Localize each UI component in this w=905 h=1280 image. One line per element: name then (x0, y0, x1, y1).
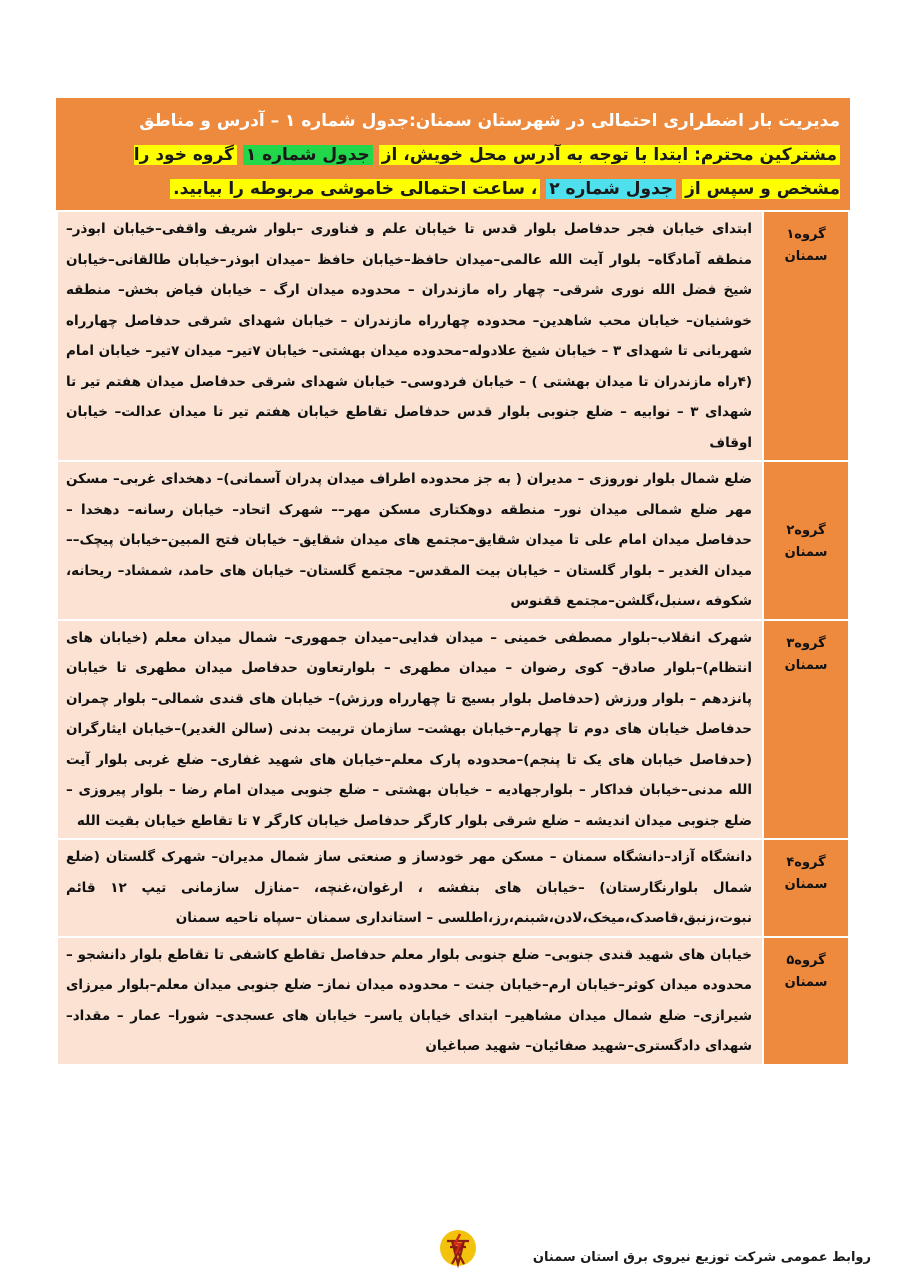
group-label-cell (763, 211, 849, 461)
table-row (57, 937, 849, 1065)
footer-org-text: روابط عمومی شرکت توزیع نیروی برق استان سمنان (532, 1250, 871, 1265)
group-city: سمنان (784, 657, 828, 673)
group-label-cell (763, 620, 849, 840)
header-title-main: مدیریت بار اضطراری احتمالی در شهرستان سمنان: (408, 111, 840, 131)
electric-tower-icon (438, 1228, 478, 1268)
outage-sheet (56, 98, 850, 1066)
group-number: گروه۵ (786, 952, 826, 968)
page-footer (0, 1222, 905, 1280)
group-label-cell (763, 839, 849, 937)
group-addresses: ضلع شمال بلوار نوروزی – مدیران ( به جز محدوده اطراف میدان پدران آسمانی)– دهخدای غربی– مسکن مهر ضلع شمالی میدان نور– منطقه دوهکتاری مسکن مهر–– شهرک اتحاد– خیابان رسانه– دهخدا –حدفاصل میدان امام علی تا میدان شقایق–مجتمع های میدان شقایق– خیابان فتح المبین–خیابان پیچک––میدان الغدیر – بلوار گلستان – خیابان بیت المقدس– مجتمع گلستان– خیابان های حامد، شمشاد– ریحانه، شکوفه ،سنبل،گلشن–مجتمع ققنوس (57, 461, 763, 620)
notice-table2-highlight: جدول شماره ۲ (546, 179, 676, 199)
group-number: گروه۱ (786, 227, 826, 242)
sheet-header (56, 98, 850, 210)
group-addresses: شهرک انقلاب–بلوار مصطفی خمینی – میدان فدایی–میدان جمهوری– شمال میدان معلم (خیابان های انتظام)–بلوار صادق– کوی رضوان – میدان مطهری – بلوارتعاون حدفاصل میدان مطهری تا خیابان پانزدهم – بلوار ورزش (حدفاصل بلوار بسیج تا چهارراه ورزش)– خیابان های قندی شمالی– بلوار چمران حدفاصل خیابان های دوم تا چهارم–خیابان بهشت– سازمان تربیت بدنی (سالن الغدیر)–خیابان ایثارگران (حدفاصل خیابان های یک تا پنجم)–محدوده پارک معلم–خیابان های شهید غفاری– ضلع غربی بلوار آیت الله مدنی–خیابان فداکار – بلوارجهادیه – خیابان بهشتی – ضلع جنوبی میدان امام رضا – بلوار پیروزی – ضلع جنوبی میدان اندیشه – ضلع شرقی بلوار کارگر حدفاصل خیابان کارگر ۷ تا تقاطع خیابان بقیت الله (57, 620, 763, 840)
header-title-rest: جدول شماره ۱ – آدرس و مناطق (139, 111, 409, 131)
group-city: سمنان (784, 249, 828, 264)
group-number: گروه۴ (786, 855, 826, 870)
groups-table (56, 210, 850, 1066)
header-notice (66, 138, 840, 206)
group-label-cell (763, 461, 849, 620)
notice-table1-highlight: جدول شماره ۱ (243, 145, 373, 165)
group-city: سمنان (784, 974, 828, 990)
group-city: سمنان (784, 545, 828, 560)
group-addresses: دانشگاه آزاد–دانشگاه سمنان – مسکن مهر خودساز و صنعتی ساز شمال مدیران– شهرک گلستان (ضلع شمال بلوارنگارستان) –خیابان های بنفشه ، ارغوان،غنچه، –منازل سازمانی تیپ ۱۲ قائم نبوت،زنبق،قاصدک،میخک،لادن،شبنم،رز،اطلسی – استانداری سمنان –سپاه ناحیه سمنان (57, 839, 763, 937)
group-addresses: خیابان های شهید قندی جنوبی– ضلع جنوبی بلوار معلم حدفاصل تقاطع کاشفی تا تقاطع بلوار دانشجو – محدوده میدان کوثر–خیابان ارم–خیابان جنت – محدوده میدان نماز– ضلع جنوبی میدان معلم–بلوار میرزای شیرازی– ضلع شمال میدان مشاهیر– ابتدای خیابان یاسر– خیابان های عسجدی– شورا– عمار – مقداد– شهدای دادگستری–شهید صفائیان– شهید صباغیان (57, 937, 763, 1065)
table-row (57, 211, 849, 461)
notice-part-1: مشترکین محترم: ابتدا با توجه به آدرس محل خویش، از (379, 145, 840, 165)
group-number: گروه۳ (786, 635, 826, 651)
table-row (57, 839, 849, 937)
group-addresses: ابتدای خیابان فجر حدفاصل بلوار قدس تا خیابان علم و فناوری –بلوار شریف واقفی–خیابان ابوذر–منطقه آمادگاه– بلوار آیت الله عالمی–میدان حافظ–خیابان حافظ –میدان ابوذر–خیابان طالقانی–خیابان شیخ فضل الله نوری شرقی– چهار راه مازندران – محدوده میدان ارگ – خیابان فیاض بخش– منطقه خوشنیان– خیابان محب شاهدین– محدوده چهارراه مازندران – خیابان شهدای شرقی حدفاصل چهارراه شهربانی تا شهدای ۳ – خیابان شیخ علادوله–محدوده میدان بهشتی– خیابان ۷تیر– میدان ۷تیر– خیابان امام (۴راه مازندران تا میدان بهشتی ) – خیابان فردوسی– خیابان شهدای شرقی حدفاصل میدان هفتم تیر تا شهدای ۳ – نوابیه – ضلع جنوبی بلوار قدس حدفاصل تقاطع خیابان هفتم تیر تا میدان عدالت– خیابان اوقاف (57, 211, 763, 461)
notice-part-2: گروه خود را مشخص و سپس از (133, 145, 840, 199)
notice-part-3: ، ساعت احتمالی خاموشی مربوطه را بیابید. (170, 179, 540, 199)
header-title (66, 104, 840, 138)
group-city: سمنان (784, 877, 828, 892)
table-row (57, 461, 849, 620)
group-number: گروه۲ (786, 523, 826, 538)
table-row (57, 620, 849, 840)
group-label-cell (763, 937, 849, 1065)
